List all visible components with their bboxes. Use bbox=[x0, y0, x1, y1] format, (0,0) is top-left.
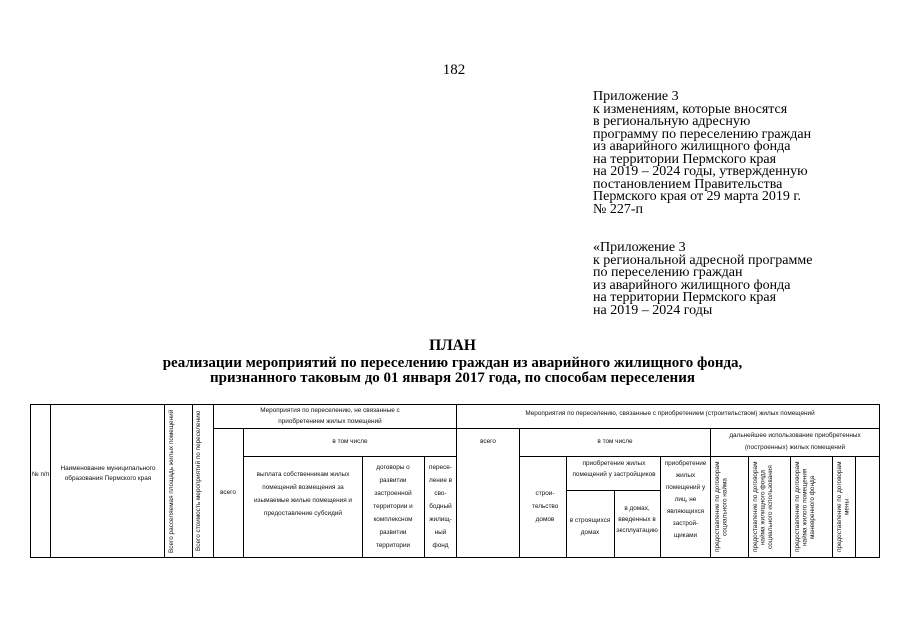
column-header-total-area: Всего расселяемая площадь жилых помещений bbox=[168, 409, 175, 553]
appendix-line: из аварийного жилищного фонда bbox=[593, 139, 791, 154]
subheader-further-use: дальнейшее использование приобретенных (построенных) жилых помещений bbox=[729, 432, 861, 451]
plan-subtitle: реализации мероприятий по переселению граждан из аварийного жилищного фонда, bbox=[162, 355, 743, 371]
column-header-exchange: предоставление по договорам мены bbox=[836, 461, 851, 553]
column-header-payout: выплата собственникам жилых помещений возмещения за изымаемые жилые помещения и предоставление субсидий bbox=[253, 471, 352, 517]
appendix-line: по переселению граждан bbox=[593, 265, 743, 280]
appendix-line: на территории Пермского края bbox=[593, 151, 777, 167]
column-header-total-related: всего bbox=[480, 438, 496, 445]
appendix-quote bbox=[593, 242, 893, 317]
column-header-free-housing-resettlement: пересе- ление в сво- бодный жилищ- ный фонд bbox=[428, 464, 453, 549]
appendix-line: Пермского края от 29 марта 2019 г. bbox=[593, 189, 802, 204]
column-header-acquisition-developers: приобретение жилых помещений у застройщиков bbox=[572, 460, 656, 478]
column-header-social-rent: предоставление по договорам социального найма bbox=[714, 461, 729, 553]
appendix-line: постановлением Правительства bbox=[593, 176, 783, 192]
subheader-including: в том числе bbox=[332, 438, 368, 445]
column-header-in-completed: в домах, введенных в эксплуатацию bbox=[616, 505, 658, 534]
column-header-municipality: Наименование муниципального образования Пермского края bbox=[60, 465, 156, 482]
plan-title: ПЛАН bbox=[429, 337, 476, 354]
plan-subtitle: признанного таковым до 01 января 2017 года, по способам переселения bbox=[210, 370, 695, 386]
appendix-line: на территории Пермского края bbox=[593, 290, 777, 305]
appendix-line: на 2019 – 2024 годы, утвержденную bbox=[593, 164, 808, 179]
column-header-acquisition-persons: приобретение жилых помещений у лиц, не являющихся застрой- щиками bbox=[664, 460, 707, 539]
appendix-line: из аварийного жилищного фонда bbox=[593, 277, 791, 293]
column-header-maneuver-fund: предоставление по договорам найма жилого помещения маневренного фонда bbox=[794, 461, 816, 553]
group-header-related: Мероприятия по переселению, связанные с приобретением (строительством) жилых помещений bbox=[525, 410, 815, 417]
column-header-total-cost: Всего стоимость мероприятий по переселению bbox=[195, 410, 202, 552]
column-header-total: всего bbox=[220, 489, 236, 496]
column-header-development-contracts: договоры о развитии застроенной территории и комплексном развитии территории bbox=[373, 464, 413, 549]
appendix-reference bbox=[593, 91, 893, 216]
appendix-line: программу по переселению граждан bbox=[593, 126, 812, 142]
appendix-line: «Приложение 3 bbox=[593, 240, 686, 255]
appendix-line: в региональную адресную bbox=[593, 114, 751, 129]
page-number: 182 bbox=[442, 62, 466, 78]
column-header-construction: строи- тельство домов bbox=[532, 490, 559, 523]
subheader-including-related: в том числе bbox=[597, 438, 633, 445]
appendix-line: № 227-п bbox=[593, 201, 644, 217]
column-header-number: № п/п bbox=[31, 471, 50, 478]
appendix-line: к изменениям, которые вносятся bbox=[593, 101, 788, 117]
group-header-not-related: Мероприятия по переселению, не связанные с приобретением жилых помещений bbox=[260, 407, 400, 425]
column-header-social-use-rent: предоставление по договорам найма жилищного фонда социального использования bbox=[752, 461, 774, 553]
appendix-line: к региональной адресной программе bbox=[593, 252, 813, 268]
appendix-line: на 2019 – 2024 годы bbox=[593, 302, 713, 318]
column-header-in-construction: в строящихся домах bbox=[569, 517, 611, 536]
appendix-line: Приложение 3 bbox=[593, 89, 679, 104]
